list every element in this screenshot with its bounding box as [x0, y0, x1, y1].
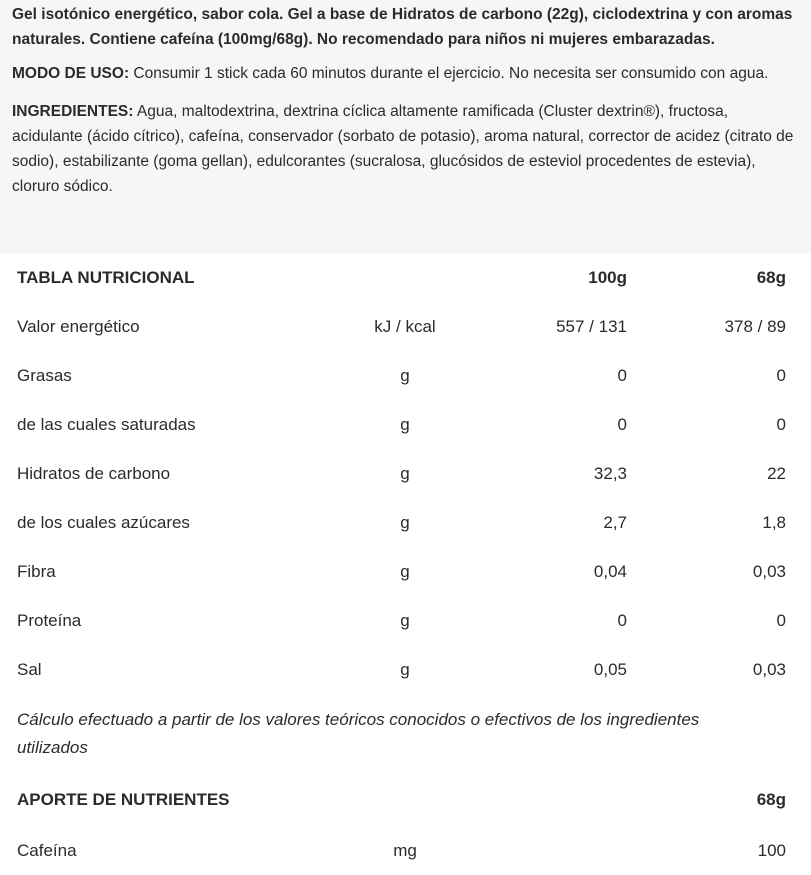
value-per-68g: 22	[767, 463, 786, 483]
nutrients-table-header	[0, 774, 811, 826]
table-row	[0, 547, 811, 596]
nutrition-table-title: TABLA NUTRICIONAL	[17, 268, 195, 287]
calculation-note: Cálculo efectuado a partir de los valores teóricos conocidos o efectivos de los ingredientes utilizados	[17, 710, 700, 757]
ingredients-text: Agua, maltodextrina, dextrina cíclica altamente ramificada (Cluster dextrin®), fructosa, acidulante (ácido cítrico), cafeína, conservador (sorbato de potasio), aroma natural, corrector de acidez (citrato de sodio), estabilizante (goma gellan), edulcorantes (sucralosa, glucósidos de esteviol procedentes de estevia), cloruro sódico.	[12, 103, 794, 195]
nutrient-unit: g	[400, 463, 410, 483]
table-row	[0, 645, 811, 694]
value-per-100g: 0,05	[593, 659, 627, 679]
value-per-68g: 378 / 89	[724, 316, 786, 336]
nutrient-name: Cafeína	[17, 840, 77, 860]
nutrient-name: Hidratos de carbono	[17, 463, 171, 483]
table-row	[0, 449, 811, 498]
value-per-68g: 1,8	[762, 512, 786, 532]
nutrient-unit: g	[400, 659, 410, 679]
value-per-68g: 0	[776, 610, 786, 630]
table-row	[0, 498, 811, 547]
nutrition-table-header	[0, 254, 811, 302]
value-per-100g: 32,3	[593, 463, 627, 483]
column-header-68g: 68g	[756, 790, 786, 809]
usage-text: Consumir 1 stick cada 60 minutos durante el ejercicio. No necesita ser consumido con agua.	[129, 65, 769, 82]
usage-label: MODO DE USO:	[12, 65, 130, 82]
table-row	[0, 596, 811, 645]
product-info-panel	[0, 0, 811, 254]
nutrient-name: de los cuales azúcares	[17, 512, 190, 532]
value-per-68g: 100	[757, 840, 786, 860]
table-row	[0, 302, 811, 351]
nutrient-unit: g	[400, 365, 410, 385]
nutrient-unit: g	[400, 414, 410, 434]
value-per-100g: 2,7	[603, 512, 627, 532]
nutrients-table	[0, 774, 811, 875]
nutrient-name: Valor energético	[17, 316, 140, 336]
value-per-100g: 557 / 131	[556, 316, 627, 336]
nutrient-name: Proteína	[17, 610, 82, 630]
value-per-68g: 0,03	[752, 561, 786, 581]
column-header-100g: 100g	[588, 268, 627, 287]
nutrient-name: Fibra	[17, 561, 56, 581]
value-per-68g: 0	[776, 365, 786, 385]
nutrient-unit: g	[400, 512, 410, 532]
nutrient-unit: g	[400, 561, 410, 581]
table-row	[0, 826, 811, 875]
product-description: Gel isotónico energético, sabor cola. Gel a base de Hidratos de carbono (22g), ciclodextrina y con aromas naturales. Contiene cafeína (100mg/68g). No recomendado para niños ni mujeres embarazadas.	[12, 6, 793, 48]
value-per-100g: 0	[617, 414, 627, 434]
value-per-100g: 0,04	[593, 561, 627, 581]
ingredients-label: INGREDIENTES:	[12, 103, 134, 120]
column-header-68g: 68g	[756, 268, 786, 287]
nutrient-name: Grasas	[17, 365, 72, 385]
usage-instructions	[12, 61, 803, 86]
nutrition-table	[0, 254, 811, 694]
nutrient-unit: g	[400, 610, 410, 630]
table-row	[0, 400, 811, 449]
value-per-68g: 0	[776, 414, 786, 434]
nutrient-unit: kJ / kcal	[374, 316, 436, 336]
nutrient-name: de las cuales saturadas	[17, 414, 196, 434]
value-per-100g: 0	[617, 610, 627, 630]
value-per-68g: 0,03	[752, 659, 786, 679]
table-row	[0, 351, 811, 400]
nutrients-table-title: APORTE DE NUTRIENTES	[17, 790, 230, 809]
nutrient-unit: mg	[393, 840, 417, 860]
nutrient-name: Sal	[17, 659, 42, 679]
ingredients-list	[12, 99, 803, 199]
value-per-100g: 0	[617, 365, 627, 385]
